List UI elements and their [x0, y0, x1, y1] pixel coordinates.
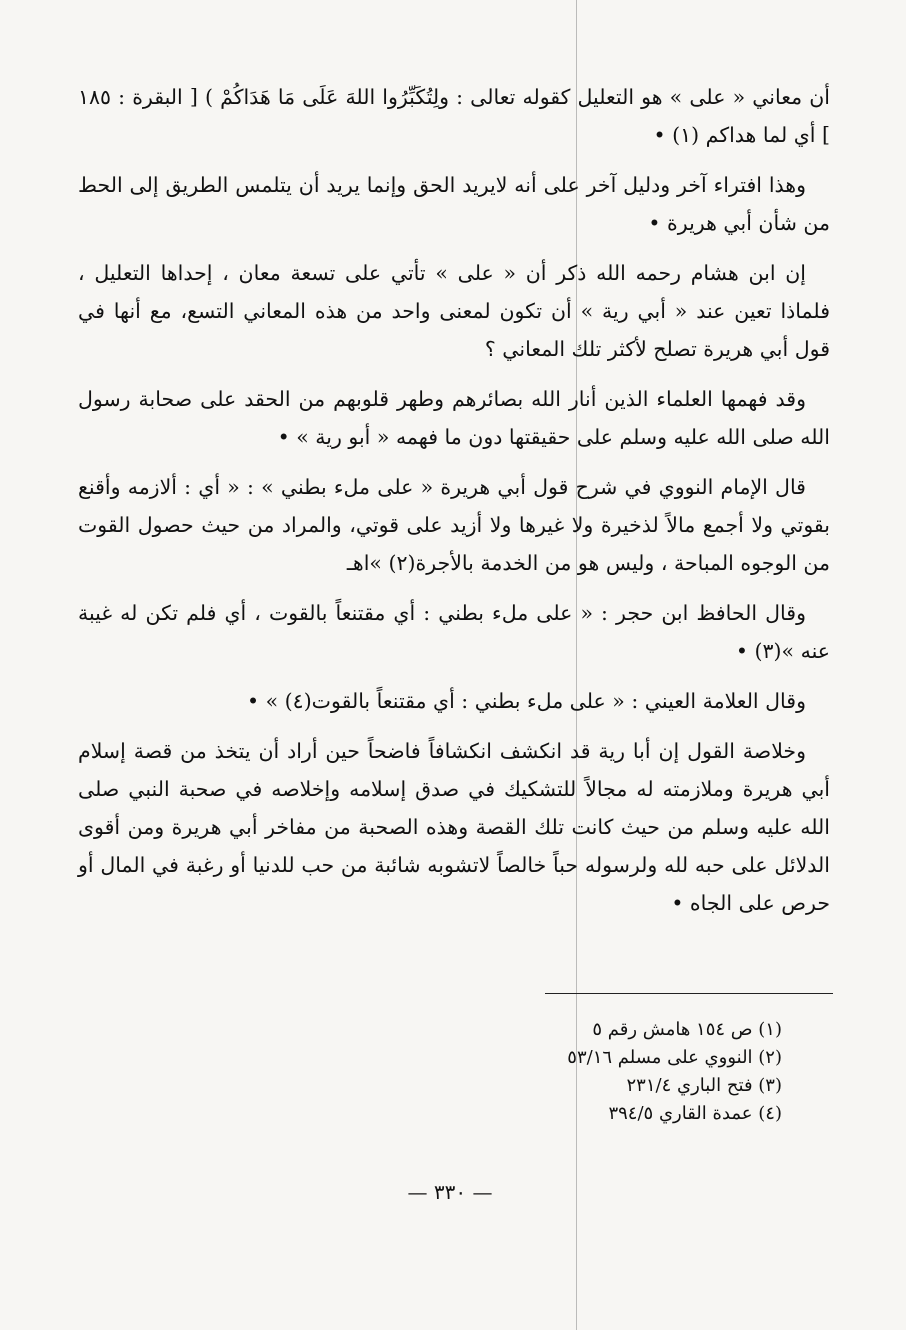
footnotes: [440, 1016, 782, 1128]
paragraph-7: وقال العلامة العيني : « على ملء بطني : أي مقتنعاً بالقوت(٤) » •: [247, 689, 806, 713]
footnote-2: (٢) النووي على مسلم ٥٣/١٦: [567, 1047, 782, 1068]
body-text: [78, 78, 830, 934]
paragraph-3: إن ابن هشام رحمه الله ذكر أن « على » تأتي على تسعة معان ، إحداها التعليل ، فلماذا تعين عند « أبي رية » أن تكون لمعنى واحد من هذه المعاني التسع، مع أنها في قول أبي هريرة تصلح لأكثر تلك المعاني ؟: [78, 261, 830, 361]
footnote-3: (٣) فتح الباري ٢٣١/٤: [626, 1075, 782, 1096]
paragraph-4: وقد فهمها العلماء الذين أنار الله بصائرهم وطهر قلوبهم من الحقد على صحابة رسول الله صلى الله عليه وسلم على حقيقتها دون ما فهمه « أبو رية » •: [78, 387, 830, 449]
footnote-separator: [545, 993, 833, 994]
paragraph-5: قال الإمام النووي في شرح قول أبي هريرة « على ملء بطني » : « أي : ألازمه وأقنع بقوتي ولا أجمع مالاً لذخيرة ولا غيرها ولا أزيد على قوتي، والمراد من حيث حصول القوت من الوجوه المباحة ، وليس هو من الخدمة بالأجرة(٢) »اهـ: [78, 475, 830, 575]
paragraph-2: وهذا افتراء آخر ودليل آخر على أنه لايريد الحق وإنما يريد أن يتلمس الطريق إلى الحط من شأن أبي هريرة •: [78, 173, 830, 235]
paragraph-8: وخلاصة القول إن أبا رية قد انكشف انكشافاً فاضحاً حين أراد أن يتخذ من قصة إسلام أبي هريرة وملازمته له مجالاً للتشكيك في صدق إسلامه وإخلاصه في صحبة النبي صلى الله عليه وسلم من حيث كانت تلك القصة وهذه الصحبة من مفاخر أبي هريرة ومن أقوى الدلائل على حبه لله ولرسوله حباً خالصاً لاتشوبه شائبة من حب للدنيا أو رغبة في المال أو حرص على الجاه •: [78, 739, 830, 915]
footnote-4: (٤) عمدة القاري ٣٩٤/٥: [608, 1103, 782, 1124]
page-number: — ٣٣٠ —: [407, 1180, 493, 1204]
footnote-1: (١) ص ١٥٤ هامش رقم ٥: [592, 1019, 782, 1040]
paragraph-1: أن معاني « على » هو التعليل كقوله تعالى : ولِتُكَبِّرُوا اللهَ عَلَى مَا هَدَاكُمْ ) [ البقرة : ١٨٥ ] أي لما هداكم (١) •: [78, 85, 830, 147]
paragraph-6: وقال الحافظ ابن حجر : « على ملء بطني : أي مقتنعاً بالقوت ، أي فلم تكن له غيبة عنه »(٣) •: [78, 601, 830, 663]
